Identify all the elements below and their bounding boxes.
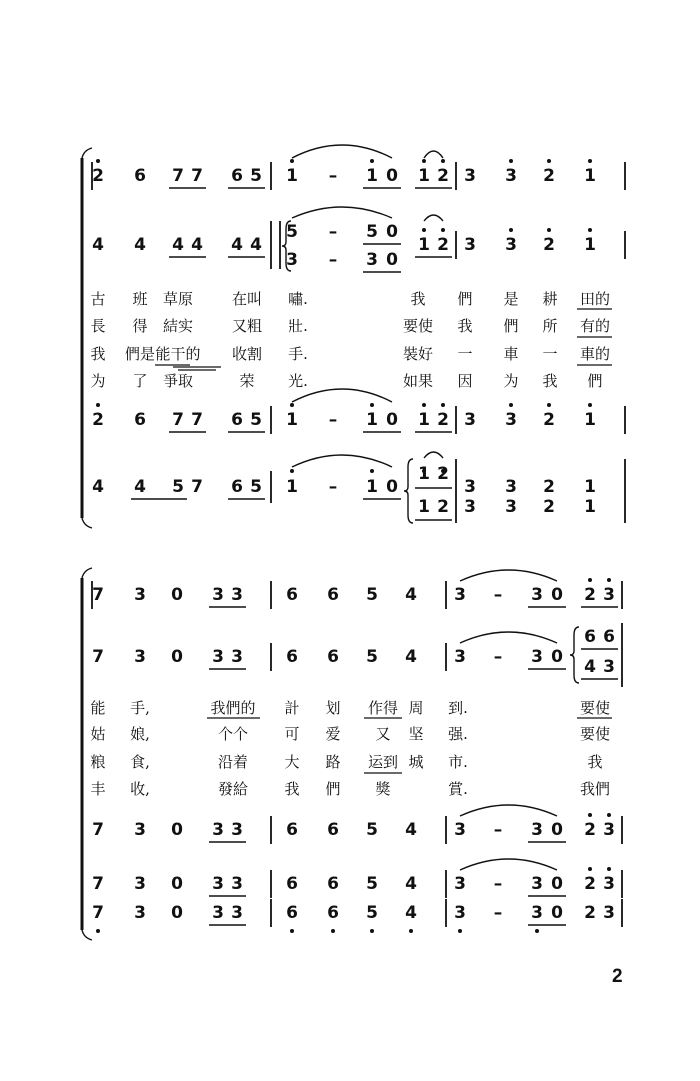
lyric-syllable: 又粗 bbox=[231, 317, 262, 335]
octave-dot bbox=[588, 403, 592, 407]
lyric-syllable: 一 bbox=[457, 345, 473, 363]
note: 7 bbox=[92, 874, 104, 894]
note: 6 bbox=[327, 647, 339, 667]
slur-arc bbox=[292, 145, 392, 158]
lyric-syllable: 我 bbox=[587, 753, 603, 771]
note: 3 bbox=[212, 903, 224, 923]
octave-dot bbox=[290, 403, 294, 407]
note: 4 bbox=[405, 903, 417, 923]
note: 4 bbox=[191, 235, 203, 255]
note: 6 bbox=[231, 410, 243, 430]
octave-dot bbox=[588, 159, 592, 163]
note: 6 bbox=[327, 903, 339, 923]
note: 5 bbox=[172, 477, 184, 497]
lyric-syllable: 壯. bbox=[288, 317, 308, 335]
octave-dot bbox=[547, 228, 551, 232]
lyric-syllable: 所 bbox=[542, 317, 558, 335]
octave-dot bbox=[422, 403, 426, 407]
note: 4 bbox=[405, 647, 417, 667]
note: 3 bbox=[134, 874, 146, 894]
lyric-syllable: 坚 bbox=[408, 725, 424, 743]
note: 1 bbox=[286, 477, 298, 497]
octave-dot bbox=[422, 228, 426, 232]
note: 6 bbox=[286, 874, 298, 894]
lyric-syllable: 賞. bbox=[448, 780, 468, 798]
lyric-syllable: 个个 bbox=[217, 725, 248, 743]
note: – bbox=[493, 903, 503, 923]
note: 3 bbox=[231, 585, 243, 605]
note: 7 bbox=[92, 903, 104, 923]
note: 3 bbox=[505, 497, 517, 517]
lyric-syllable: 結实 bbox=[162, 317, 193, 335]
note: 6 bbox=[603, 627, 615, 647]
note: 2 bbox=[543, 166, 555, 186]
note: 6 bbox=[286, 820, 298, 840]
note: – bbox=[328, 410, 338, 430]
note: 6 bbox=[584, 627, 596, 647]
note: 3 bbox=[603, 874, 615, 894]
note: 0 bbox=[386, 477, 398, 497]
note: – bbox=[493, 820, 503, 840]
note: 3 bbox=[286, 250, 298, 270]
lyric-syllable: 大 bbox=[284, 753, 300, 771]
note: 0 bbox=[551, 874, 563, 894]
note: 4 bbox=[134, 477, 146, 497]
note: 3 bbox=[505, 410, 517, 430]
lyric-syllable: 爱 bbox=[325, 725, 341, 743]
note: 5 bbox=[366, 903, 378, 923]
lyric-syllable: 周 bbox=[408, 699, 424, 717]
note: 3 bbox=[603, 585, 615, 605]
low-octave-dot bbox=[290, 929, 294, 933]
note: 7 bbox=[191, 410, 203, 430]
slur-arc bbox=[460, 805, 557, 816]
lyric-syllable: 一 bbox=[542, 345, 558, 363]
lyric-syllable: 們 bbox=[325, 780, 341, 798]
lyric-syllable: 們是 bbox=[124, 345, 155, 363]
lyric-syllable: 收割 bbox=[231, 345, 262, 363]
note: – bbox=[493, 874, 503, 894]
note: 4 bbox=[405, 585, 417, 605]
lyric-syllable: 們 bbox=[457, 290, 473, 308]
lyric-syllable: 爭取 bbox=[162, 372, 193, 390]
note: 1 bbox=[418, 410, 430, 430]
note: 3 bbox=[505, 477, 517, 497]
note: 0 bbox=[171, 820, 183, 840]
lyric-syllable: 計 bbox=[284, 699, 300, 717]
lyric-syllable: 們 bbox=[503, 317, 519, 335]
note: 1 bbox=[366, 410, 378, 430]
lyric-syllable: 班 bbox=[132, 290, 148, 308]
note: 3 bbox=[231, 820, 243, 840]
note: 4 bbox=[134, 235, 146, 255]
lyric-syllable: 粮 bbox=[90, 753, 106, 771]
note: 1 bbox=[366, 477, 378, 497]
low-octave-dot bbox=[96, 929, 100, 933]
slur-arc bbox=[460, 570, 557, 581]
octave-dot bbox=[547, 403, 551, 407]
note: 6 bbox=[231, 166, 243, 186]
octave-dot bbox=[607, 578, 611, 582]
low-octave-dot bbox=[535, 929, 539, 933]
note: 7 bbox=[172, 166, 184, 186]
tie-arc bbox=[424, 151, 443, 158]
low-octave-dot bbox=[370, 929, 374, 933]
note: 3 bbox=[134, 647, 146, 667]
octave-dot bbox=[96, 403, 100, 407]
lyric-syllable: 我們的 bbox=[210, 699, 256, 717]
note: – bbox=[328, 166, 338, 186]
note: 7 bbox=[172, 410, 184, 430]
lyric-syllable: 又 bbox=[375, 725, 391, 743]
note: 1 bbox=[286, 166, 298, 186]
note: 2 bbox=[543, 235, 555, 255]
lyric-syllable: 因 bbox=[457, 372, 473, 390]
note: 0 bbox=[386, 410, 398, 430]
note: 3 bbox=[531, 647, 543, 667]
note: 0 bbox=[171, 585, 183, 605]
lyric-syllable: 要使 bbox=[402, 317, 433, 335]
note: 3 bbox=[464, 235, 476, 255]
note: 3 bbox=[454, 820, 466, 840]
note: 3 bbox=[531, 874, 543, 894]
octave-dot bbox=[588, 228, 592, 232]
lyric-syllable: 有的 bbox=[579, 317, 610, 335]
note: – bbox=[493, 585, 503, 605]
octave-dot bbox=[588, 813, 592, 817]
note: 3 bbox=[231, 874, 243, 894]
lyric-syllable: 要使 bbox=[579, 699, 610, 717]
note: 5 bbox=[366, 585, 378, 605]
note: 1 bbox=[366, 166, 378, 186]
slur-arc bbox=[460, 859, 557, 870]
voice-brace bbox=[570, 627, 579, 683]
lyric-syllable: 嘯. bbox=[288, 290, 308, 308]
octave-dot bbox=[370, 159, 374, 163]
octave-dot bbox=[290, 469, 294, 473]
lyric-syllable: 为 bbox=[90, 372, 106, 390]
note: 3 bbox=[454, 647, 466, 667]
note: 6 bbox=[286, 647, 298, 667]
note: 4 bbox=[92, 477, 104, 497]
note: 3 bbox=[231, 647, 243, 667]
note: – bbox=[328, 222, 338, 242]
lyric-syllable: 作得 bbox=[367, 699, 398, 717]
note: 7 bbox=[92, 585, 104, 605]
note: 1 bbox=[418, 235, 430, 255]
note: 0 bbox=[551, 585, 563, 605]
note: 3 bbox=[212, 647, 224, 667]
note: 0 bbox=[551, 903, 563, 923]
lyric-syllable: 們 bbox=[587, 372, 603, 390]
lyric-syllable: 我 bbox=[90, 345, 106, 363]
note: 3 bbox=[134, 820, 146, 840]
note: 6 bbox=[286, 585, 298, 605]
note: 2 bbox=[437, 497, 449, 517]
octave-dot bbox=[422, 159, 426, 163]
lyric-syllable: 草原 bbox=[162, 290, 193, 308]
lyric-syllable: 收, bbox=[130, 780, 150, 798]
lyric-syllable: 能 bbox=[90, 699, 106, 717]
note: 1 bbox=[584, 235, 596, 255]
lyric-syllable: 手. bbox=[288, 345, 308, 363]
note: 3 bbox=[464, 477, 476, 497]
note: 3 bbox=[231, 903, 243, 923]
note: 3 bbox=[464, 497, 476, 517]
note: 3 bbox=[505, 166, 517, 186]
lyric-syllable: 我 bbox=[284, 780, 300, 798]
note: 6 bbox=[327, 585, 339, 605]
note: 4 bbox=[405, 874, 417, 894]
octave-dot bbox=[370, 469, 374, 473]
lyric-syllable: 我 bbox=[410, 290, 426, 308]
note: 3 bbox=[603, 657, 615, 677]
octave-dot bbox=[509, 159, 513, 163]
note: 1 bbox=[418, 464, 430, 484]
note: 3 bbox=[366, 250, 378, 270]
note: 2 bbox=[92, 410, 104, 430]
lyric-syllable: 車 bbox=[503, 345, 519, 363]
lyric-syllable: 姑 bbox=[90, 725, 106, 743]
lyric-syllable: 城 bbox=[408, 753, 424, 771]
lyric-syllable: 娘, bbox=[130, 725, 150, 743]
lyric-syllable: 强. bbox=[448, 725, 468, 743]
note: 6 bbox=[231, 477, 243, 497]
note: 2 bbox=[437, 166, 449, 186]
octave-dot bbox=[441, 403, 445, 407]
lyric-syllable: 沿着 bbox=[217, 753, 248, 771]
lyric-syllable: 可 bbox=[284, 725, 300, 743]
octave-dot bbox=[607, 867, 611, 871]
lyric-syllable: 路 bbox=[325, 753, 341, 771]
note: 0 bbox=[171, 874, 183, 894]
tie-arc bbox=[292, 207, 392, 218]
note: 7 bbox=[191, 477, 203, 497]
octave-dot bbox=[96, 159, 100, 163]
note: 5 bbox=[250, 166, 262, 186]
note: 2 bbox=[543, 410, 555, 430]
note: 7 bbox=[92, 647, 104, 667]
note: 2 bbox=[92, 166, 104, 186]
note: 5 bbox=[366, 647, 378, 667]
octave-dot bbox=[547, 159, 551, 163]
note: 3 bbox=[454, 874, 466, 894]
octave-dot bbox=[441, 228, 445, 232]
lyric-syllable: 我 bbox=[457, 317, 473, 335]
note: 4 bbox=[250, 235, 262, 255]
page-number: 2 bbox=[612, 966, 623, 987]
note: 4 bbox=[584, 657, 596, 677]
note: – bbox=[328, 477, 338, 497]
note: 1 bbox=[584, 166, 596, 186]
note: 1 bbox=[584, 477, 596, 497]
note: 0 bbox=[386, 222, 398, 242]
voice-brace bbox=[404, 459, 413, 523]
note: 3 bbox=[505, 235, 517, 255]
note: 4 bbox=[231, 235, 243, 255]
octave-dot bbox=[441, 159, 445, 163]
octave-dot bbox=[588, 578, 592, 582]
note: 2 bbox=[584, 585, 596, 605]
note: 2 bbox=[437, 410, 449, 430]
note: 3 bbox=[531, 820, 543, 840]
note: 6 bbox=[286, 903, 298, 923]
tie-arc bbox=[424, 215, 443, 221]
note: – bbox=[328, 250, 338, 270]
note: 5 bbox=[286, 222, 298, 242]
note: 3 bbox=[212, 585, 224, 605]
note: 3 bbox=[464, 410, 476, 430]
note: 0 bbox=[551, 647, 563, 667]
note: 2 bbox=[437, 235, 449, 255]
lyric-syllable: 長 bbox=[90, 317, 106, 335]
note: 3 bbox=[134, 585, 146, 605]
lyric-syllable: 了 bbox=[132, 372, 148, 390]
note: 6 bbox=[327, 820, 339, 840]
note: 6 bbox=[134, 410, 146, 430]
lyric-syllable: 發給 bbox=[217, 780, 248, 798]
octave-dot bbox=[588, 867, 592, 871]
lyric-syllable: 如果 bbox=[402, 372, 433, 390]
lyric-syllable: 食, bbox=[130, 753, 150, 771]
note: 7 bbox=[191, 166, 203, 186]
note: 1 bbox=[584, 497, 596, 517]
lyric-syllable: 划 bbox=[325, 699, 341, 717]
low-octave-dot bbox=[458, 929, 462, 933]
note: 0 bbox=[171, 903, 183, 923]
note: 0 bbox=[551, 820, 563, 840]
note: 5 bbox=[366, 820, 378, 840]
note: 3 bbox=[531, 585, 543, 605]
octave-dot bbox=[370, 403, 374, 407]
note: 3 bbox=[531, 903, 543, 923]
note: 2 bbox=[584, 874, 596, 894]
note: 3 bbox=[212, 874, 224, 894]
octave-dot bbox=[509, 403, 513, 407]
lyric-syllable: 荣 bbox=[239, 372, 255, 390]
note: 4 bbox=[172, 235, 184, 255]
note: 4 bbox=[92, 235, 104, 255]
note: – bbox=[493, 647, 503, 667]
lyric-syllable: 手, bbox=[130, 699, 150, 717]
lyric-syllable: 田的 bbox=[579, 290, 610, 308]
note: 0 bbox=[386, 166, 398, 186]
lyric-syllable: 我 bbox=[542, 372, 558, 390]
lyric-syllable: 耕 bbox=[542, 290, 558, 308]
note: 1 bbox=[584, 410, 596, 430]
note: 3 bbox=[454, 903, 466, 923]
note: 6 bbox=[327, 874, 339, 894]
lyric-syllable: 市. bbox=[448, 753, 468, 771]
lyric-syllable: 是 bbox=[503, 290, 519, 308]
tie-arc bbox=[292, 455, 392, 467]
lyric-syllable: 丰 bbox=[90, 780, 106, 798]
lyric-syllable: 車的 bbox=[579, 345, 610, 363]
octave-dot bbox=[607, 813, 611, 817]
note: 0 bbox=[171, 647, 183, 667]
lyric-syllable: 为 bbox=[503, 372, 519, 390]
tie-arc bbox=[292, 389, 392, 402]
lyric-syllable: 运到 bbox=[367, 753, 398, 771]
note: 0 bbox=[386, 250, 398, 270]
note: 5 bbox=[366, 874, 378, 894]
note: 3 bbox=[454, 585, 466, 605]
note: 4 bbox=[405, 820, 417, 840]
note: 5 bbox=[366, 222, 378, 242]
note: 3 bbox=[603, 903, 615, 923]
note: 5 bbox=[250, 477, 262, 497]
lyric-syllable: 得 bbox=[132, 317, 148, 335]
lyric-syllable: 要使 bbox=[579, 725, 610, 743]
lyric-syllable: 古 bbox=[90, 290, 106, 308]
lyric-syllable: 裝好 bbox=[402, 345, 433, 363]
note: 2 bbox=[543, 497, 555, 517]
lyric-syllable: 到. bbox=[448, 699, 468, 717]
lyric-syllable: 在叫 bbox=[231, 290, 262, 308]
note: 1 bbox=[286, 410, 298, 430]
note: 2 bbox=[584, 820, 596, 840]
low-octave-dot bbox=[331, 929, 335, 933]
note: 2 bbox=[584, 903, 596, 923]
note: 2 bbox=[543, 477, 555, 497]
note: 3 bbox=[212, 820, 224, 840]
tie-arc bbox=[460, 632, 557, 643]
note: 2 bbox=[437, 464, 449, 484]
note: 1 bbox=[418, 497, 430, 517]
note: 1 bbox=[418, 166, 430, 186]
note: 3 bbox=[134, 903, 146, 923]
note: 3 bbox=[464, 166, 476, 186]
note: 5 bbox=[250, 410, 262, 430]
note: 6 bbox=[134, 166, 146, 186]
note: 7 bbox=[92, 820, 104, 840]
lyric-syllable: 我們 bbox=[579, 780, 610, 798]
octave-dot bbox=[290, 159, 294, 163]
lyric-syllable: 獎 bbox=[375, 780, 391, 798]
note: 3 bbox=[603, 820, 615, 840]
lyric-syllable: 能干的 bbox=[155, 345, 201, 363]
low-octave-dot bbox=[409, 929, 413, 933]
octave-dot bbox=[509, 228, 513, 232]
tie-arc bbox=[424, 452, 443, 458]
lyric-syllable: 光. bbox=[288, 372, 308, 390]
